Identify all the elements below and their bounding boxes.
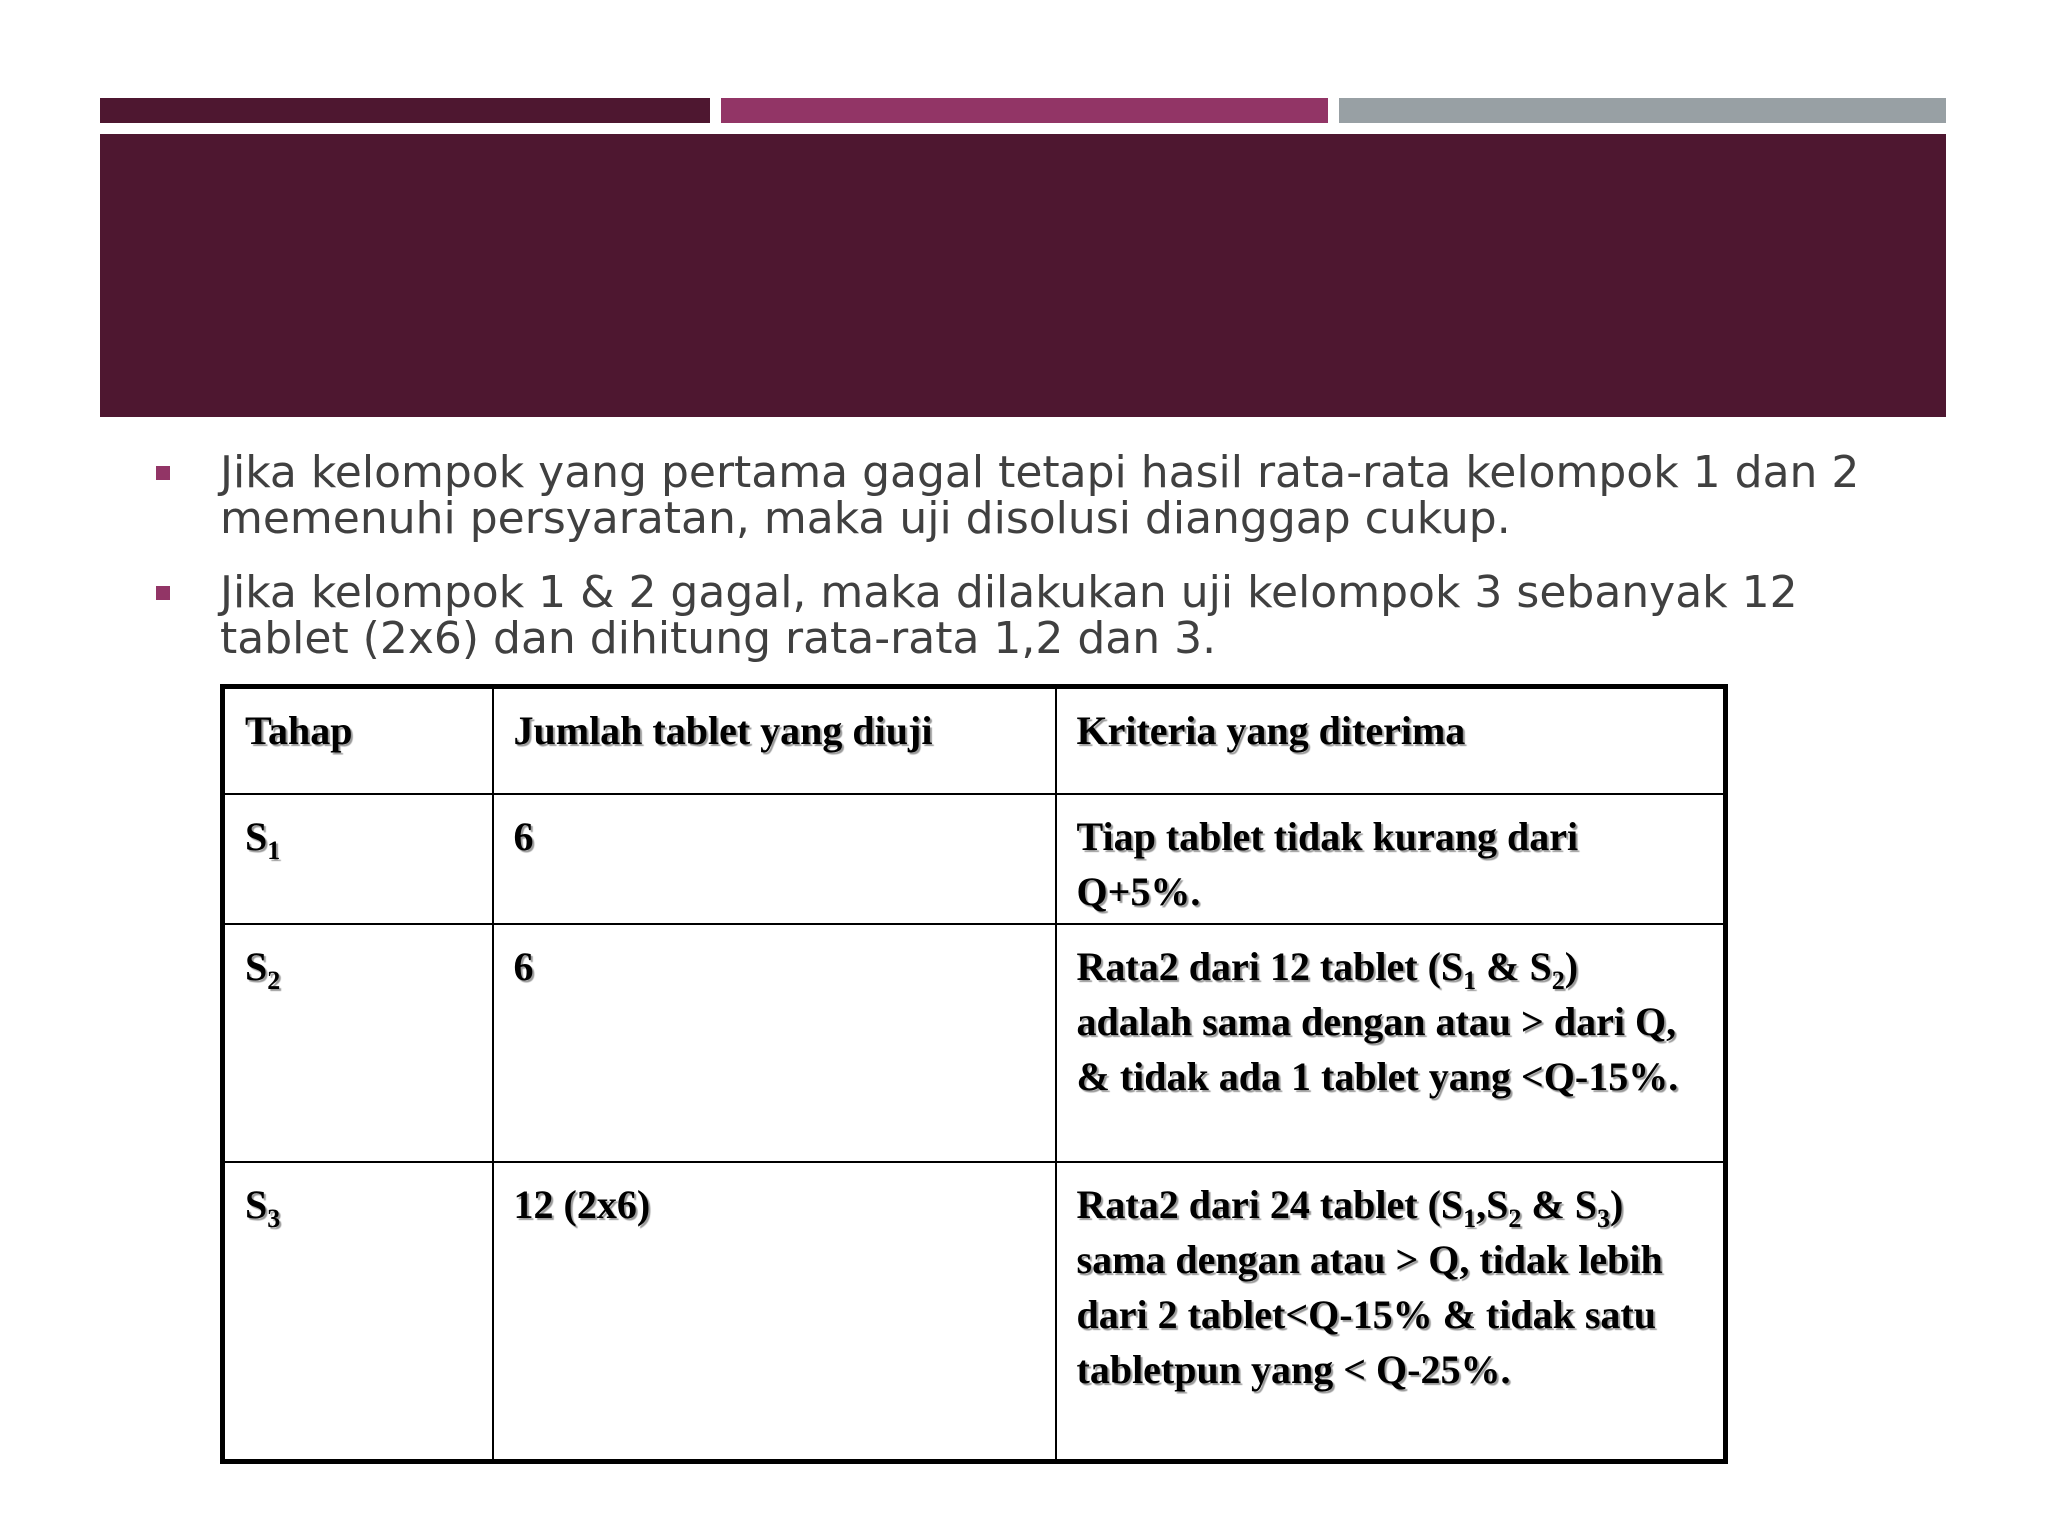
criteria-text: ) adalah sama dengan atau > dari Q, & tidak ada 1 tablet yang <Q-15%.	[1076, 943, 1679, 1099]
accent-bar-gray	[1339, 98, 1946, 123]
table-header-row	[223, 687, 1726, 794]
stage-subscript: 3	[267, 1203, 281, 1233]
stage-label: S	[245, 813, 268, 859]
criteria-text: & S	[1521, 1181, 1597, 1227]
bullet-text: Jika kelompok yang pertama gagal tetapi hasil rata-rata kelompok 1 dan 2 memenuhi persyaratan, maka uji disolusi dianggap cukup.	[220, 447, 1860, 544]
criteria-subscript: 2	[1551, 965, 1565, 995]
stage-label: S	[245, 943, 268, 989]
bullet-item	[150, 447, 1910, 544]
criteria-text: Rata2 dari 24 tablet (S	[1076, 1181, 1464, 1227]
bullet-item	[150, 567, 1910, 664]
count-cell: 6	[493, 924, 1056, 1162]
criteria-cell	[1056, 924, 1726, 1162]
criteria-text: ,S	[1476, 1181, 1509, 1227]
square-bullet-icon	[156, 466, 170, 480]
criteria-subscript: 1	[1463, 965, 1477, 995]
header-cell-stage: Tahap	[223, 687, 493, 794]
criteria-table	[220, 684, 1728, 1464]
criteria-cell	[1056, 1162, 1726, 1462]
table-row	[223, 1162, 1726, 1462]
criteria-subscript: 2	[1508, 1203, 1522, 1233]
accent-bar-dark	[100, 98, 710, 123]
table-row	[223, 924, 1726, 1162]
title-band	[100, 134, 1946, 417]
count-cell: 12 (2x6)	[493, 1162, 1056, 1462]
stage-cell	[223, 924, 493, 1162]
bullet-list	[150, 447, 1910, 664]
header-cell-count: Jumlah tablet yang diuji	[493, 687, 1056, 794]
stage-cell	[223, 794, 493, 924]
header-cell-criteria: Kriteria yang diterima	[1056, 687, 1726, 794]
criteria-text: ) sama dengan atau > Q, tidak lebih dari 2 tablet<Q-15% & tidak satu tabletpun yang < Q-25%.	[1076, 1181, 1663, 1392]
square-bullet-icon	[156, 586, 170, 600]
stage-subscript: 1	[267, 835, 281, 865]
criteria-subscript: 1	[1463, 1203, 1477, 1233]
table-row	[223, 794, 1726, 924]
criteria-text: & S	[1476, 943, 1552, 989]
criteria-table-wrapper	[220, 684, 1728, 1464]
count-cell: 6	[493, 794, 1056, 924]
criteria-text: Rata2 dari 12 tablet (S	[1076, 943, 1464, 989]
criteria-cell: Tiap tablet tidak kurang dari Q+5%.	[1056, 794, 1726, 924]
bullet-text: Jika kelompok 1 & 2 gagal, maka dilakukan uji kelompok 3 sebanyak 12 tablet (2x6) dan dihitung rata-rata 1,2 dan 3.	[220, 567, 1798, 664]
stage-subscript: 2	[267, 965, 281, 995]
stage-cell	[223, 1162, 493, 1462]
stage-label: S	[245, 1181, 268, 1227]
criteria-subscript: 3	[1596, 1203, 1610, 1233]
accent-bar-magenta	[721, 98, 1328, 123]
